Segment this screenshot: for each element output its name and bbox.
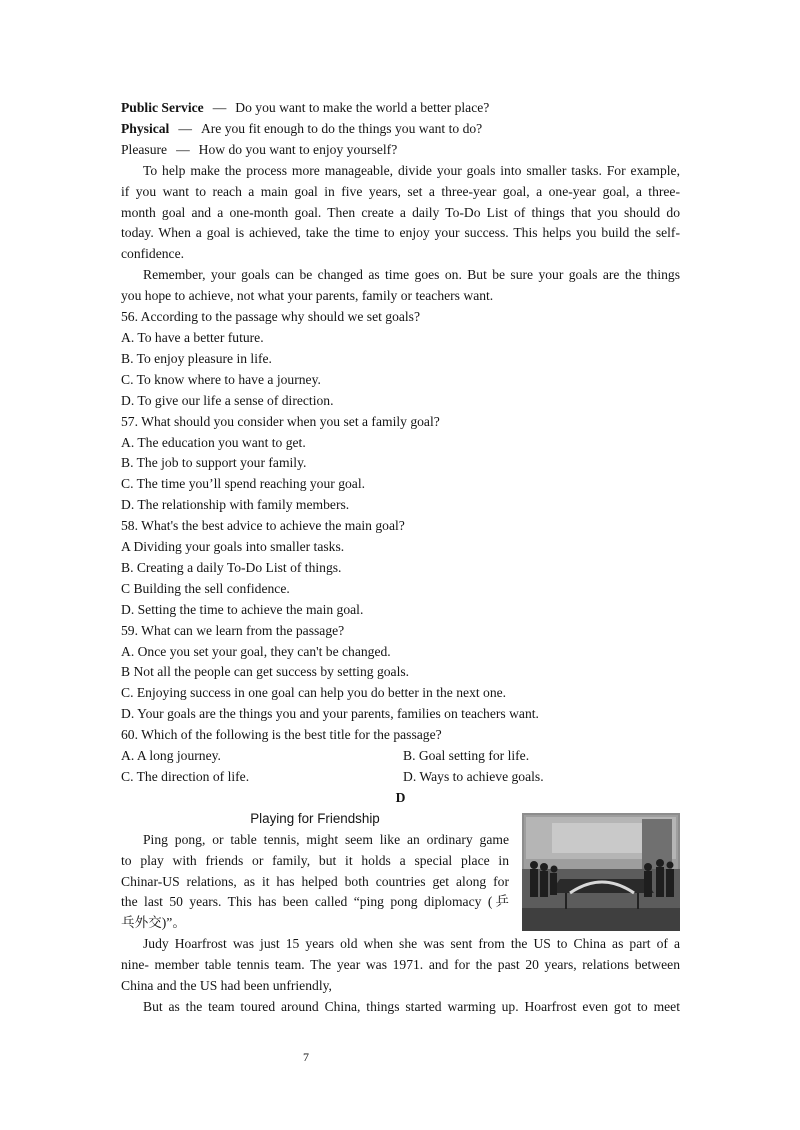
- option: A. A long journey.: [121, 748, 221, 764]
- document-page: [121, 98, 680, 1018]
- paragraph-remember: Remember, your goals can be changed as time goes on. But be sure your goals are the things you hope to achieve, not what your parents, family or teachers want.: [121, 267, 680, 304]
- question-stem: 57. What should you consider when you set a family goal?: [121, 413, 440, 429]
- paragraph-manageable: To help make the process more manageable, divide your goals into smaller tasks. For example, if you want to reach a main goal in five years, set a three-year goal, a one-year goal, a three- month goal and a one-month goal. Then create a daily To-Do List of things that you should do today. When a goal is achieved, take the time to enjoy your success. This helps you build the self- confidence.: [121, 162, 680, 262]
- option: C. The direction of life.: [121, 769, 250, 784]
- option: C. The time you’ll spend reaching your goal.: [121, 476, 366, 492]
- passage-paragraph: Judy Hoarfrost was just 15 years old when she was sent from the US to China as part of a nine- member table tennis team. The year was 1971. and for the past 20 years, relations between China and the US had been unfriendly,: [121, 936, 680, 994]
- option: B Not all the people can get success by setting goals.: [121, 664, 410, 680]
- category-line: Pleasure — How do you want to enjoy yourself?: [121, 141, 398, 157]
- question-stem: 59. What can we learn from the passage?: [121, 622, 345, 638]
- section-letter: D: [395, 789, 406, 805]
- option: D. To give our life a sense of direction.: [121, 392, 334, 408]
- category-question: Are you fit enough to do the things you want to do?: [200, 120, 483, 136]
- question-60: [121, 725, 680, 788]
- option: C Building the sell confidence.: [121, 580, 290, 596]
- category-label: Physical: [121, 120, 170, 136]
- option: A. Once you set your goal, they can't be changed.: [121, 643, 391, 659]
- option: A. To have a better future.: [121, 329, 264, 345]
- category-line: Physical — Are you fit enough to do the things you want to do?: [121, 120, 483, 136]
- question-stem: 58. What's the best advice to achieve the main goal?: [121, 518, 405, 534]
- option: C. Enjoying success in one goal can help you do better in the next one.: [121, 685, 507, 701]
- category-label: Pleasure: [121, 141, 168, 157]
- option: B. Creating a daily To-Do List of things.: [121, 559, 342, 575]
- option: D. The relationship with family members.: [121, 497, 350, 513]
- option: A Dividing your goals into smaller tasks.: [121, 539, 345, 555]
- passage-title: Playing for Friendship: [250, 810, 380, 826]
- passage-paragraph: But as the team toured around China, things started warming up. Hoarfrost even got to meet: [143, 998, 680, 1014]
- category-question: Do you want to make the world a better place?: [235, 100, 490, 115]
- question-stem: 56. According to the passage why should we set goals?: [121, 309, 421, 325]
- option: D. Your goals are the things you and your parents, families on teachers want.: [121, 706, 539, 722]
- passage-d: [121, 809, 680, 1018]
- option: D. Ways to achieve goals.: [403, 769, 544, 784]
- category-label: Public Service: [121, 100, 204, 115]
- option: A. The education you want to get.: [121, 434, 306, 450]
- question-56: [121, 307, 680, 412]
- option: B. Goal setting for life.: [403, 748, 530, 764]
- option: B. To enjoy pleasure in life.: [121, 350, 272, 366]
- page-number: 7: [303, 1050, 309, 1064]
- question-58: [121, 516, 680, 621]
- option: B. The job to support your family.: [121, 455, 307, 471]
- category-line: Public Service — Do you want to make the world a better place?: [121, 100, 490, 115]
- option: D. Setting the time to achieve the main goal.: [121, 601, 364, 617]
- question-57: [121, 412, 680, 517]
- category-question: How do you want to enjoy yourself?: [198, 141, 398, 157]
- question-stem: 60. Which of the following is the best title for the passage?: [121, 727, 442, 743]
- question-59: [121, 621, 680, 726]
- passage-intro: Ping pong, or table tennis, might seem like an ordinary game to play with friends or family, but it holds a special place in Chinar-US relations, as it has helped both countries get along for the last 50 years. This has been called “ping pong diplomacy (乒 乓外交)”。: [121, 831, 509, 931]
- table-tennis-photo: [522, 813, 680, 931]
- option: C. To know where to have a journey.: [121, 371, 321, 387]
